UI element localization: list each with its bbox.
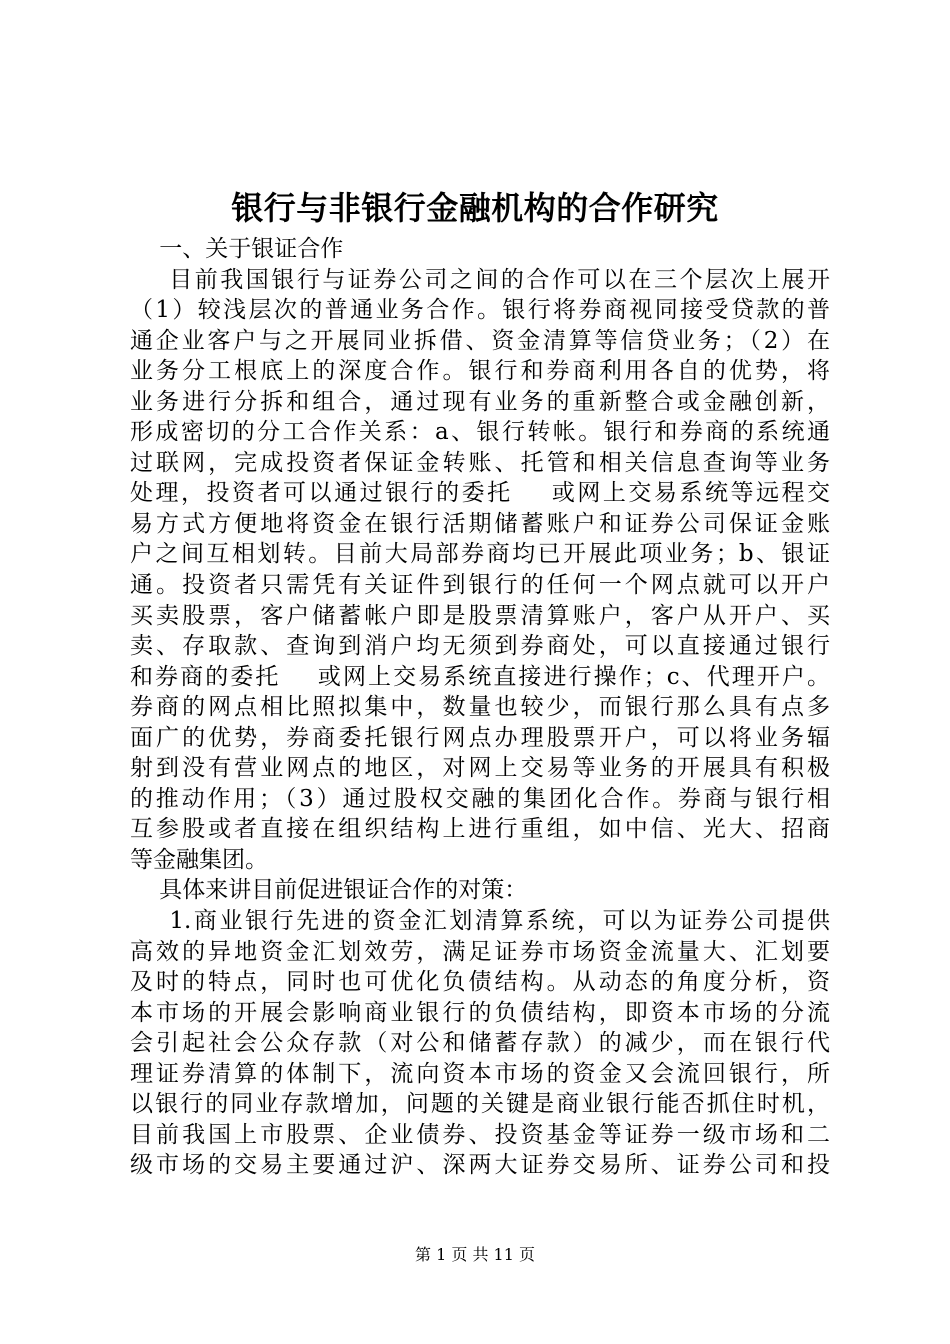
text-line: 通企业客户与之开展同业拆借、资金清算等信贷业务；（2）在 [130,327,830,354]
text-line: 本市场的开展会影响商业银行的负债结构，即资本市场的分流 [130,999,830,1026]
text-line: 以银行的同业存款增加，问题的关键是商业银行能否抓住时机， [130,1091,830,1118]
text-line: 互参股或者直接在组织结构上进行重组，如中信、光大、招商 [130,816,830,843]
text-line: 券商的网点相比照拟集中，数量也较少，而银行那么具有点多 [130,694,830,721]
text-line: 一、关于银证合作 [130,236,344,262]
text-line: 1.商业银行先进的资金汇划清算系统，可以为证券公司提供 [130,908,830,935]
text-line: 业务进行分拆和组合，通过现有业务的重新整合或金融创新， [130,388,830,415]
text-line: 买卖股票，客户储蓄帐户即是股票清算账户，客户从开户、买 [130,602,830,629]
text-line: 级市场的交易主要通过沪、深两大证券交易所、证券公司和投 [130,1152,830,1179]
text-line: 处理，投资者可以通过银行的委托 或网上交易系统等远程交 [130,480,830,507]
text-line: 等金融集团。 [130,846,268,873]
text-line: 理证券清算的体制下，流向资本市场的资金又会流回银行，所 [130,1060,830,1087]
text-line: 通。投资者只需凭有关证件到银行的任何一个网点就可以开户 [130,572,830,599]
text-line: 具体来讲目前促进银证合作的对策： [130,877,528,904]
page-title: 银行与非银行金融机构的合作研究 [231,189,719,227]
text-line: 面广的优势，券商委托银行网点办理股票开户，可以将业务辐 [130,724,830,751]
text-line: 及时的特点，同时也可优化负债结构。从动态的角度分析，资 [130,969,830,996]
text-line: 的推动作用；（3）通过股权交融的集团化合作。券商与银行相 [130,785,830,812]
text-line: 目前我国银行与证券公司之间的合作可以在三个层次上展开 [130,266,830,293]
text-line: 射到没有营业网点的地区，对网上交易等业务的开展具有积极 [130,755,830,782]
text-line: 和券商的委托 或网上交易系统直接进行操作；c、代理开户。 [130,663,830,690]
text-line: 形成密切的分工合作关系：a、银行转帐。银行和券商的系统通 [130,419,830,446]
text-line: 业务分工根底上的深度合作。银行和券商利用各自的优势，将 [130,358,830,385]
text-line: （1）较浅层次的普通业务合作。银行将券商视同接受贷款的普 [130,297,830,324]
document-body [130,234,830,1181]
text-line: 易方式方便地将资金在银行活期储蓄账户和证券公司保证金账 [130,510,830,537]
text-line: 目前我国上市股票、企业债券、投资基金等证券一级市场和二 [130,1121,830,1148]
text-line: 卖、存取款、查询到消户均无须到券商处，可以直接通过银行 [130,633,830,660]
page-footer: 第 1 页 共 11 页 [415,1245,535,1264]
text-line: 过联网，完成投资者保证金转账、托管和相关信息查询等业务 [130,449,830,476]
text-line: 高效的异地资金汇划效劳，满足证券市场资金流量大、汇划要 [130,938,830,965]
text-line: 户之间互相划转。目前大局部券商均已开展此项业务；b、银证 [130,541,830,568]
text-line: 会引起社会公众存款（对公和储蓄存款）的减少，而在银行代 [130,1030,830,1057]
